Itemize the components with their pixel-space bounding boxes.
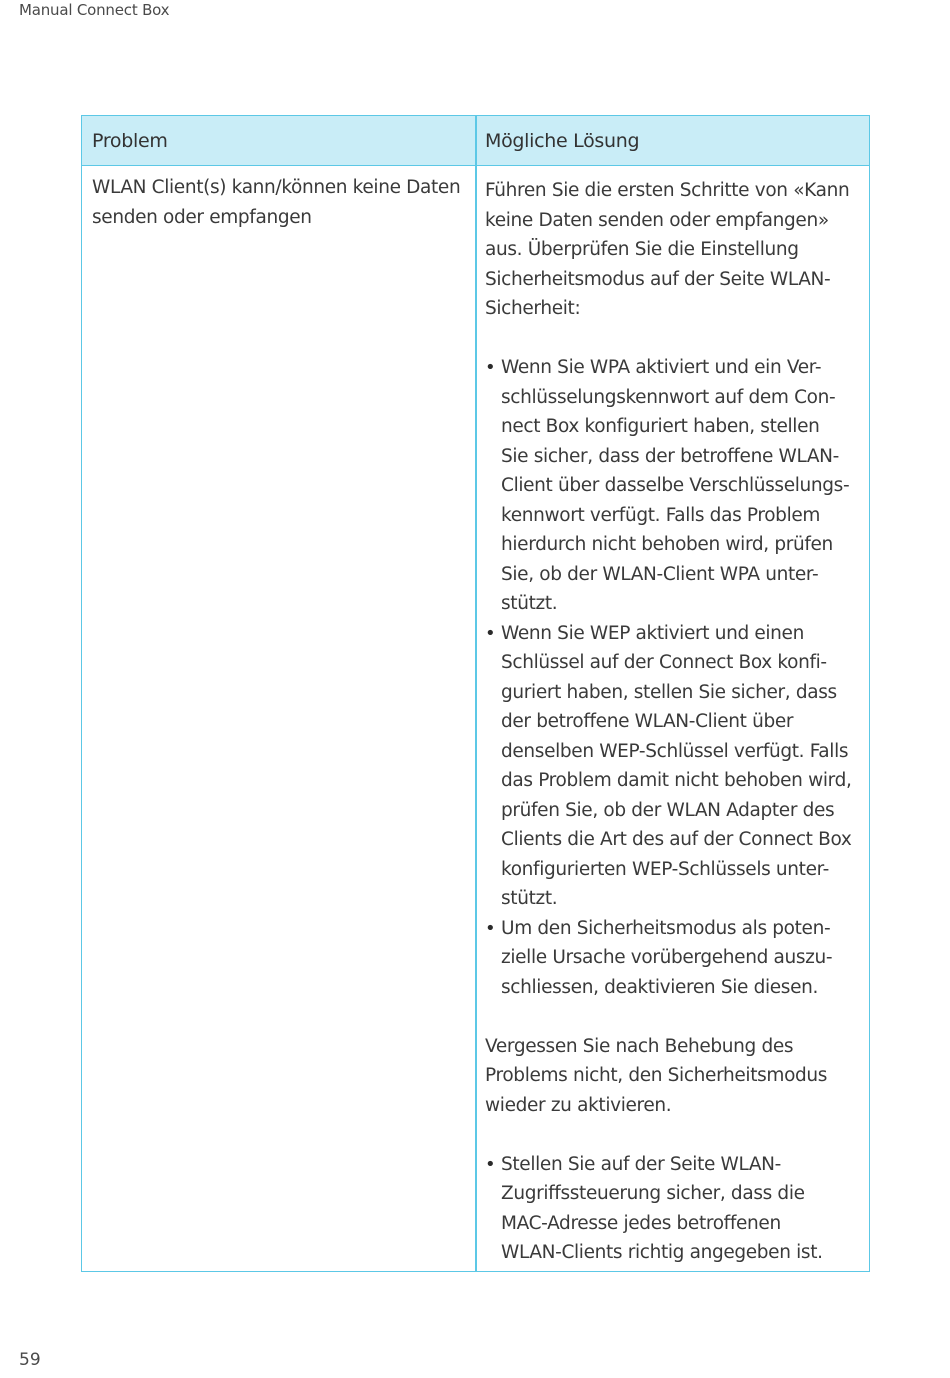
running-header: Manual Connect Box <box>19 1 170 19</box>
bullet-list-security <box>485 353 863 1002</box>
problem-cell <box>92 173 470 232</box>
paragraph-gap <box>485 324 863 354</box>
list-item <box>485 619 863 914</box>
bullet-icon: • <box>485 917 496 939</box>
list-item-text: Wenn Sie WPA aktiviert und ein Ver- schlüsselungskennwort auf dem Con- nect Box konfiguriert haben, stellen Sie sicher, dass der betroffene WLAN- Client über dasselbe Verschlüsselungs- kennwort verfügt. Falls das Problem hierdurch nicht behoben wird, prüfen Sie, ob der WLAN-Client WPA unter- stützt. <box>501 357 850 614</box>
bullet-icon: • <box>485 357 496 378</box>
problem-text: WLAN Client(s) kann/können keine Daten senden oder empfangen <box>92 177 461 228</box>
list-item <box>485 1150 863 1268</box>
list-item-text: Stellen Sie auf der Seite WLAN- Zugriffssteuerung sicher, dass die MAC-Adresse jedes betroffenen WLAN-Clients richtig angegeben ist. <box>501 1153 823 1263</box>
column-header-solution: Mögliche Lösung <box>485 130 640 152</box>
list-item <box>485 353 863 619</box>
solution-cell <box>485 176 863 1268</box>
list-item-text: Um den Sicherheitsmodus als poten- zielle Ursache vorübergehend auszu- schliessen, deaktivieren Sie diesen. <box>501 917 833 998</box>
troubleshooting-table <box>81 115 870 1272</box>
column-divider <box>475 116 477 1271</box>
paragraph-gap <box>485 1120 863 1150</box>
reminder-text: Vergessen Sie nach Behebung des Problems nicht, den Sicherheitsmodus wieder zu aktivieren. <box>485 1035 828 1116</box>
page-number: 59 <box>19 1350 41 1370</box>
bullet-icon: • <box>485 622 496 644</box>
bullet-list-access-control <box>485 1150 863 1268</box>
solution-intro: Führen Sie die ersten Schritte von «Kann keine Daten senden oder empfangen» aus. Überprüfen Sie die Einstellung Sicherheitsmodus auf der Seite WLAN- Sicherheit: <box>485 180 850 319</box>
column-header-problem: Problem <box>92 130 168 152</box>
paragraph-gap <box>485 1002 863 1032</box>
bullet-icon: • <box>485 1153 496 1175</box>
list-item <box>485 914 863 1003</box>
list-item-text: Wenn Sie WEP aktiviert und einen Schlüssel auf der Connect Box konfi- guriert haben, stellen Sie sicher, dass der betroffene WLAN-Client über denselben WEP-Schlüssel verfügt. Falls das Problem damit nicht behoben wird, prüfen Sie, ob der WLAN Adapter des Clients die Art des auf der Connect Box konfigurierten WEP-Schlüssels unter- stützt. <box>501 622 852 909</box>
